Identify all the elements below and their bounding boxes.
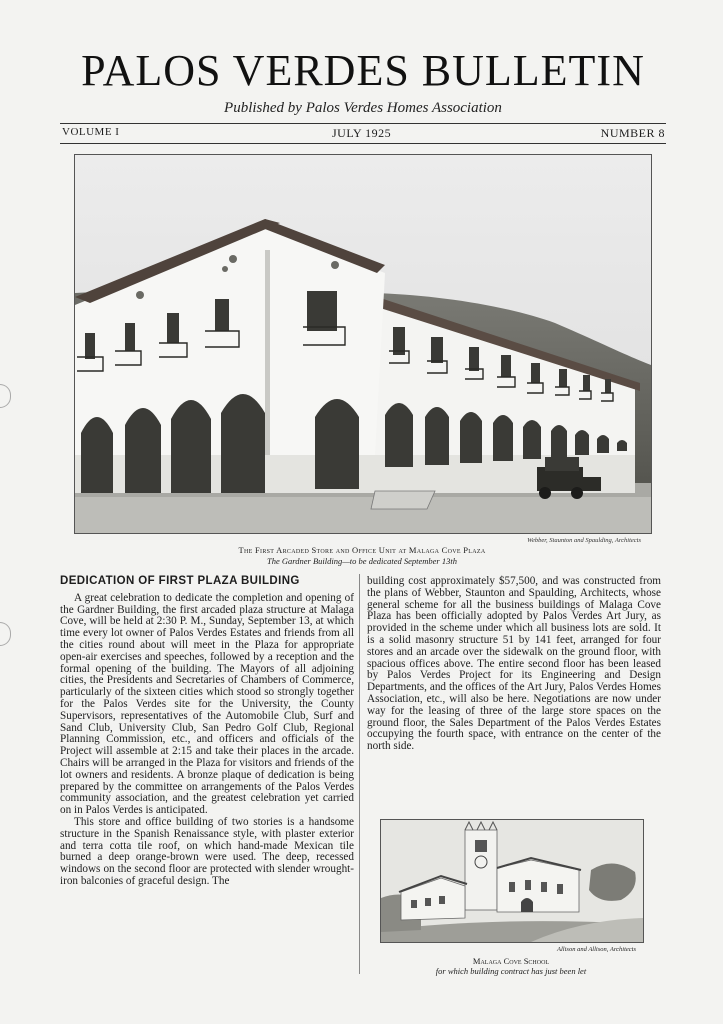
article-paragraph: A great celebration to dedicate the completion and opening of the Gardner Building, the first arcaded plaza structure at Malaga Cove, will be held at 2:30 P. M., Sunday, September 13, at which time every lot owner of Palos Verdes Estates and friends from all the cities round about will meet in the Plaza for appropriate open-air exercises and speeches, followed by a reception and the formal opening of the building. The Mayors of all adjoining cities, the Presidents and Secretaries of Chambers of Commerce, particularly of the sixteen cities which stood so strongly together for the Palos Verdes site for the University, the County Supervisors, representatives of the Automobile Club, Surf and Sand Club, University Club, San Pedro Golf Club, Regional Planning Commission, etc., and officers and officials of the Project will assemble at 2:15 and take their places in the arcade. Chairs will be arranged in the Plaza for visitors and friends of the lot owners and residents. A bronze plaque of dedication is being prepared by the committee on arrangements of the Palos Verdes community association, and the greatest celebration yet carried on in Palos Verdes is anticipated. <box>60 591 354 817</box>
page-edge-mark <box>0 622 11 646</box>
masthead-title: PALOS VERDES BULLETIN <box>81 46 645 95</box>
issue-number: NUMBER 8 <box>600 126 665 140</box>
article-paragraph: building cost approximately $57,500, and was constructed from the plans of Webber, Staunton and Spaulding, Architects, whose general scheme for all the business buildings of Malaga Cove Plaza has been officially adopted by Palos Verdes Art Jury, as provided in the scheme under which all business lots are sold. It is a solid masonry structure 51 by 141 feet, arranged for four stores and an arcade over the sidewalk on the ground floor, with spacious offices above. The entire second floor has been leased by Palos Verdes Project for its Engineering and Design Departments, and the offices of the Art Jury, Palos Verdes Homes Association, etc., will also be here. Negotiations are now under way for the leasing of three of the large store spaces on the ground floor, the Sales Department of the Palos Verdes Estates occupying the fourth space, with entrance on the center of the north side. <box>367 575 661 753</box>
issue-date: JULY 1925 <box>332 126 392 140</box>
header-rule <box>60 123 666 124</box>
photo-caption-subtitle: The Gardner Building—to be dedicated September 13th <box>267 556 457 566</box>
school-caption-subtitle: for which building contract has just been let <box>435 966 587 976</box>
photo-credit: Webber, Staunton and Spaulding, Architects <box>527 537 641 544</box>
column-divider <box>359 574 360 974</box>
volume-label: VOLUME I <box>62 126 120 138</box>
photo-caption-title: The First Arcaded Store and Office Unit at Malaga Cove Plaza <box>238 545 486 555</box>
school-caption-title: Malaga Cove School <box>472 956 550 966</box>
article-column-left <box>60 576 354 888</box>
header-rule <box>60 143 666 144</box>
article-paragraph: This store and office building of two stories is a handsome structure in the Spanish Renaissance style, with plaster exterior and terra cotta tile roof, on which hand-made Mexican tile burned a deep orange-brown were used. The deep, recessed windows on the second floor are protected with slender wrought-iron balconies of graceful design. The <box>60 815 354 887</box>
page-edge-mark <box>0 384 11 408</box>
gardner-building-photo <box>74 154 652 534</box>
masthead-subtitle: Published by Palos Verdes Homes Association <box>224 100 502 116</box>
article-headline: DEDICATION OF FIRST PLAZA BUILDING <box>60 575 300 587</box>
malaga-cove-school-sketch <box>380 819 644 943</box>
article-column-right <box>367 576 661 753</box>
school-photo-credit: Allison and Allison, Architects <box>557 946 636 953</box>
